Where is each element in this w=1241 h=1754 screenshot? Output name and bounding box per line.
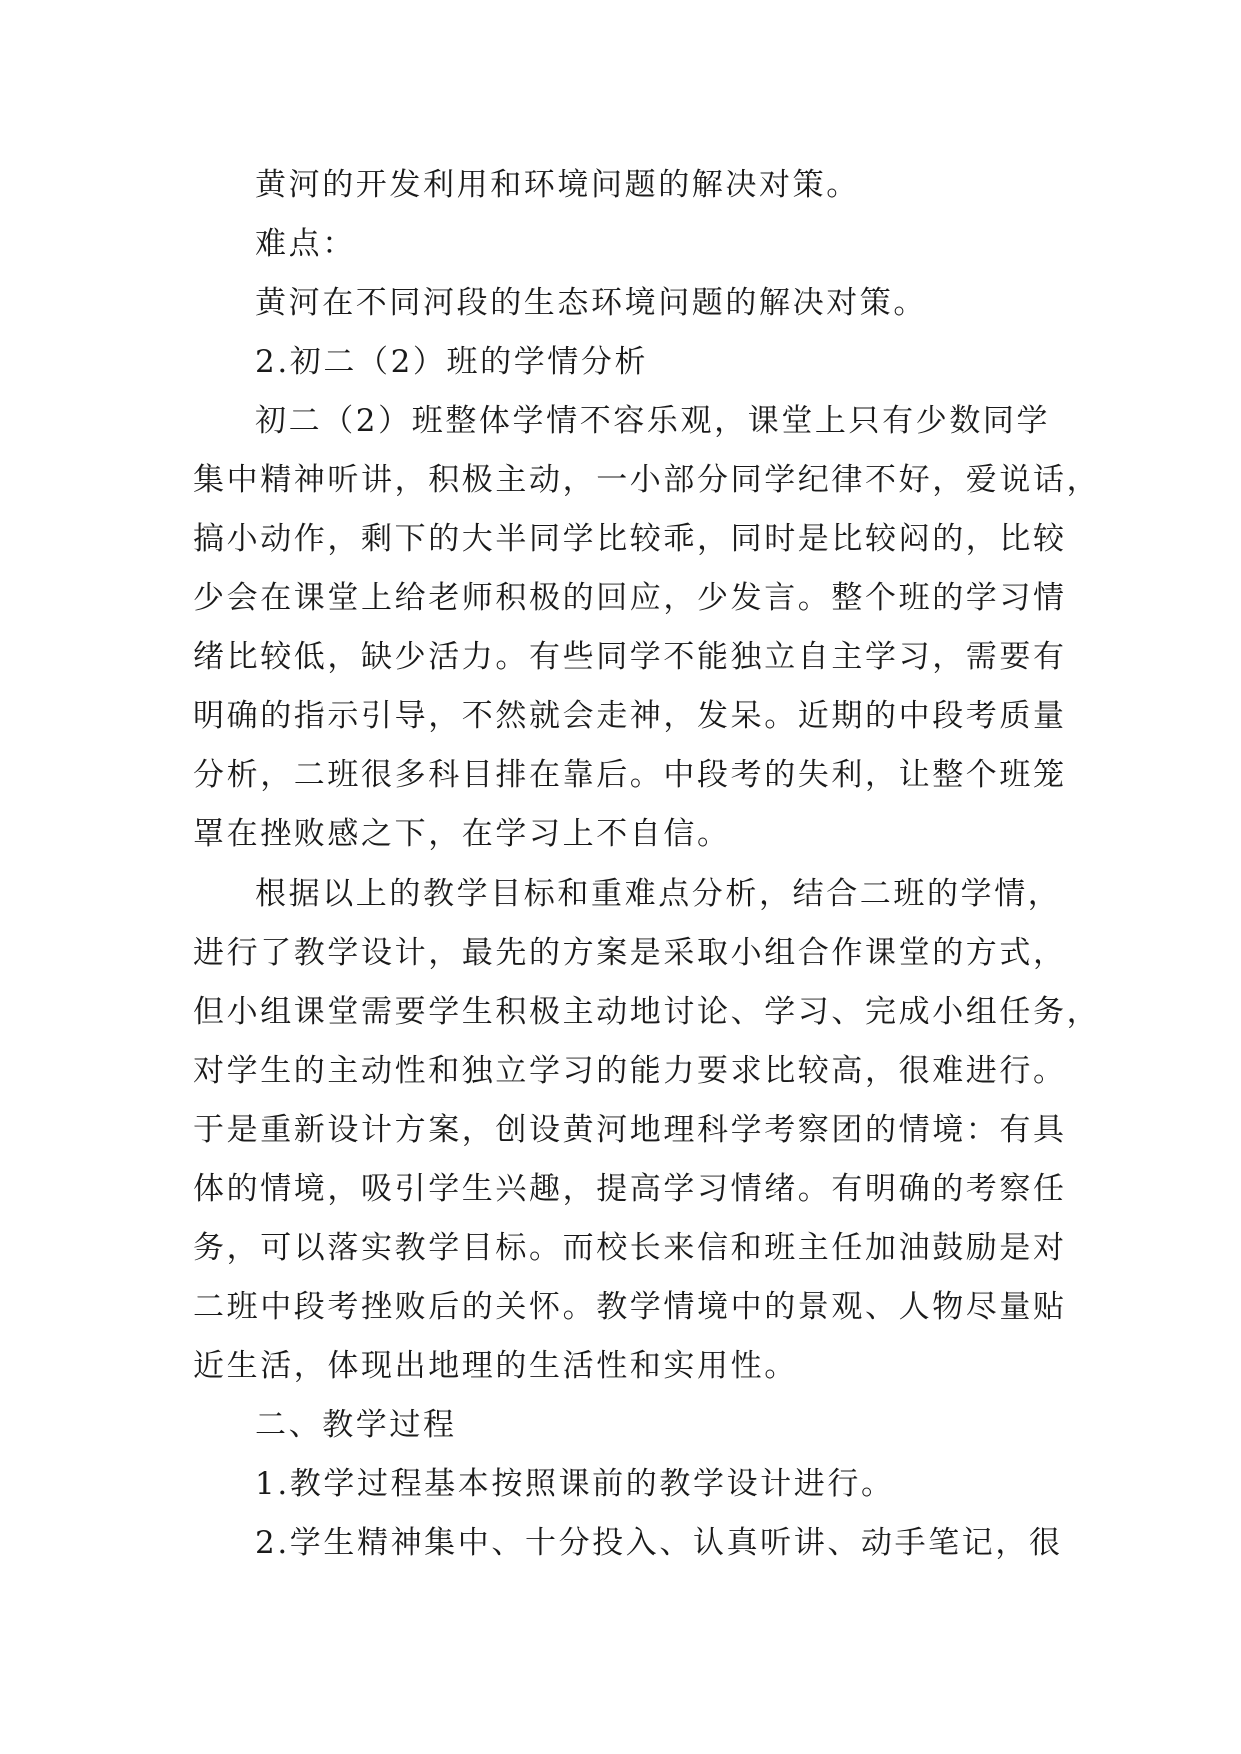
text-line: 但小组课堂需要学生积极主动地讨论、学习、完成小组任务， bbox=[193, 994, 1101, 1030]
text-line: 少会在课堂上给老师积极的回应，少发言。整个班的学习情 bbox=[193, 580, 1067, 616]
text-line: 对学生的主动性和独立学习的能力要求比较高，很难进行。 bbox=[193, 1053, 1067, 1089]
text-line: 难点： bbox=[255, 226, 356, 262]
section-heading: 2.初二（2）班的学情分析 bbox=[255, 344, 649, 380]
text-line: 集中精神听讲，积极主动，一小部分同学纪律不好，爱说话， bbox=[193, 462, 1101, 498]
text-line: 初二（2）班整体学情不容乐观，课堂上只有少数同学 bbox=[255, 403, 1051, 439]
text-line: 近生活，体现出地理的生活性和实用性。 bbox=[193, 1348, 798, 1384]
text-line: 务，可以落实教学目标。而校长来信和班主任加油鼓励是对 bbox=[193, 1230, 1067, 1266]
text-line: 2.学生精神集中、十分投入、认真听讲、动手笔记，很 bbox=[255, 1525, 1063, 1561]
text-line: 体的情境，吸引学生兴趣，提高学习情绪。有明确的考察任 bbox=[193, 1171, 1067, 1207]
text-line: 搞小动作，剩下的大半同学比较乖，同时是比较闷的，比较 bbox=[193, 521, 1067, 557]
text-line: 绪比较低，缺少活力。有些同学不能独立自主学习，需要有 bbox=[193, 639, 1067, 675]
text-line: 1.教学过程基本按照课前的教学设计进行。 bbox=[255, 1466, 895, 1502]
text-line: 黄河在不同河段的生态环境问题的解决对策。 bbox=[255, 285, 927, 321]
text-line: 明确的指示引导，不然就会走神，发呆。近期的中段考质量 bbox=[193, 698, 1067, 734]
text-line: 于是重新设计方案，创设黄河地理科学考察团的情境：有具 bbox=[193, 1112, 1067, 1148]
text-line: 罩在挫败感之下，在学习上不自信。 bbox=[193, 816, 731, 852]
text-line: 黄河的开发利用和环境问题的解决对策。 bbox=[255, 167, 860, 203]
text-line: 进行了教学设计，最先的方案是采取小组合作课堂的方式， bbox=[193, 935, 1067, 971]
section-heading: 二、教学过程 bbox=[255, 1407, 457, 1443]
text-line: 二班中段考挫败后的关怀。教学情境中的景观、人物尽量贴 bbox=[193, 1289, 1067, 1325]
text-line: 分析，二班很多科目排在靠后。中段考的失利，让整个班笼 bbox=[193, 757, 1067, 793]
text-line: 根据以上的教学目标和重难点分析，结合二班的学情， bbox=[255, 876, 1062, 912]
